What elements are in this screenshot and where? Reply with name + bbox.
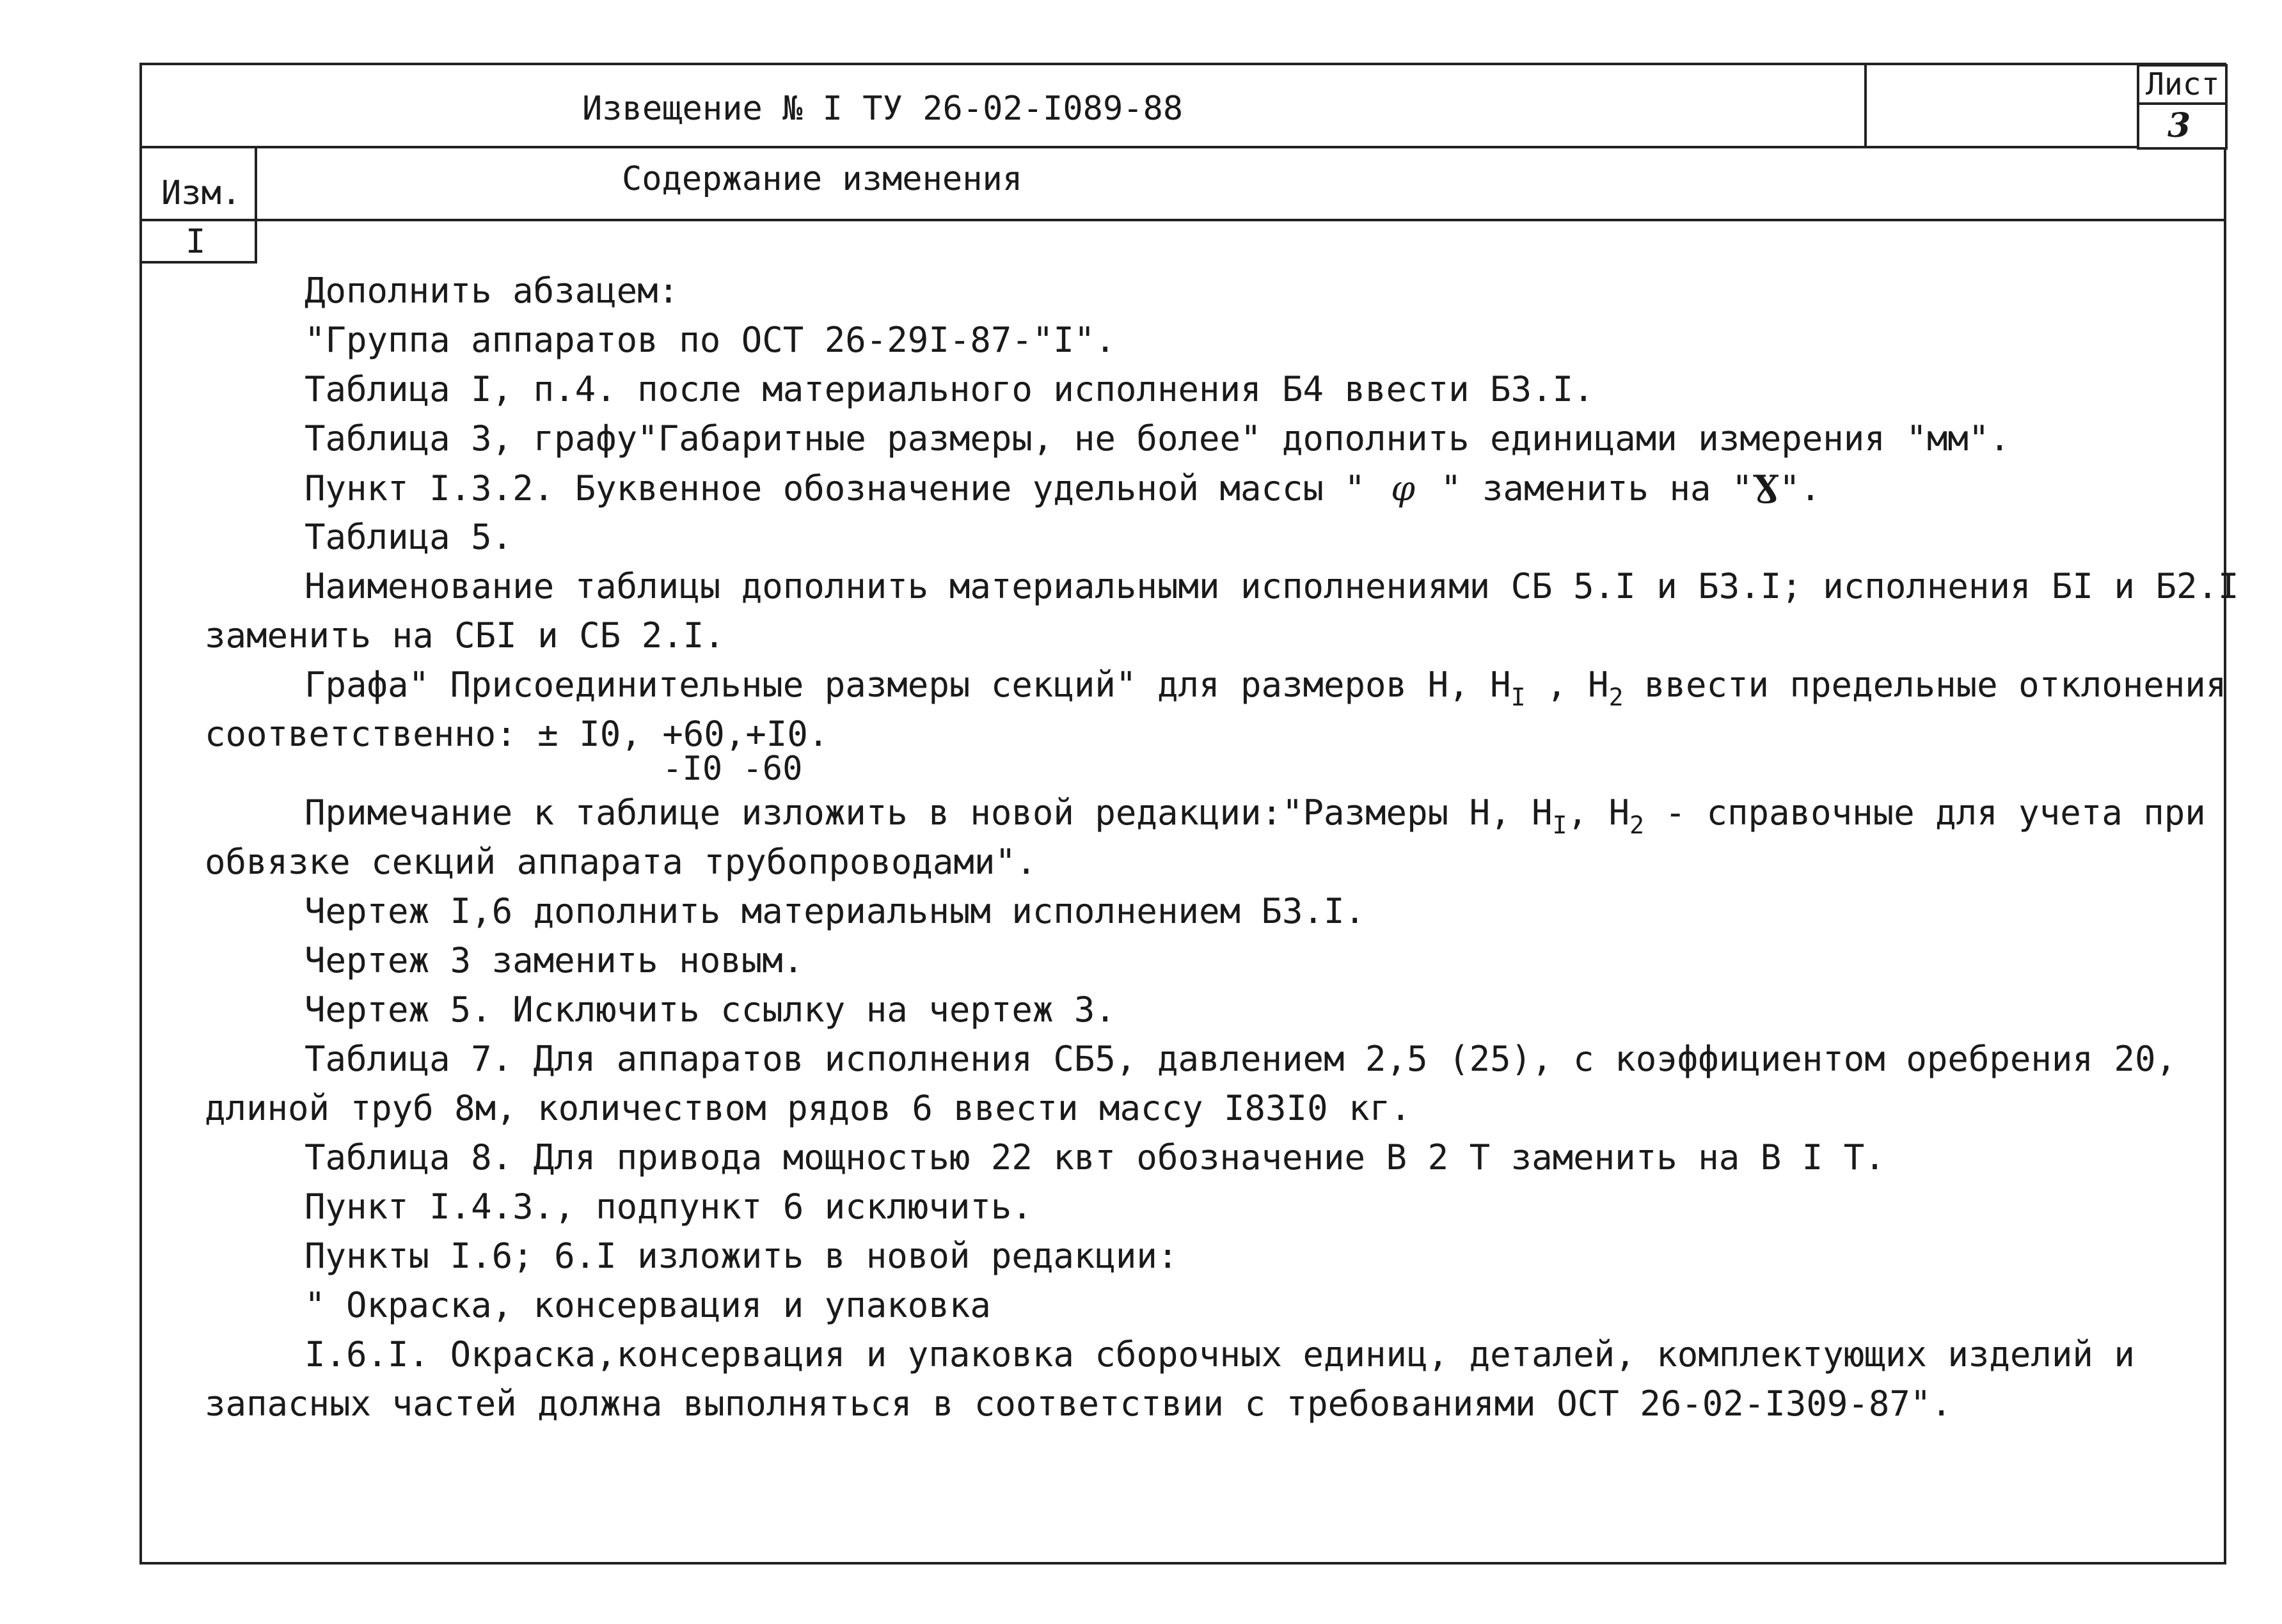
- new-symbol: Ɣ: [1752, 468, 1780, 508]
- text-line: Таблица 5.: [305, 517, 513, 557]
- text-fragment: , Н: [1567, 792, 1630, 833]
- tolerance-block: [662, 712, 829, 788]
- change-number-underline: [139, 261, 257, 264]
- text-fragment: Пункт I.3.2. Буквенное обозначение удельной массы ": [305, 468, 1366, 508]
- subscript: 2: [1629, 811, 1644, 839]
- subscript: I: [1552, 811, 1567, 839]
- text-line: Чертеж 5. Исключить ссылку на чертеж 3.: [305, 989, 1116, 1030]
- title-cell-divider: [1864, 63, 1867, 148]
- text-fragment: соответственно: ± I0,: [205, 714, 663, 754]
- subscript: I: [1510, 683, 1526, 711]
- text-line: длиной труб 8м, количеством рядов 6 ввести массу I83I0 кг.: [205, 1088, 1411, 1128]
- text-fragment: Примечание к таблице изложить в новой редакции:"Размеры Н, Н: [305, 792, 1553, 833]
- text-fragment: " заменить на ": [1440, 468, 1753, 508]
- sheet-label: Лист: [2146, 67, 2220, 102]
- text-line: Таблица 7. Для аппаратов исполнения СБ5, давлением 2,5 (25), с коэффициентом оребрения 20,: [305, 1039, 2176, 1079]
- text-line: Пункт I.4.3., подпункт 6 исключить.: [305, 1186, 1033, 1227]
- header-divider: [139, 146, 2226, 148]
- text-line: Дополнить абзацем:: [305, 271, 679, 311]
- change-column-label: Изм.: [161, 174, 242, 212]
- text-line: Чертеж I,6 дополнить материальным исполнением Б3.I.: [305, 891, 1366, 931]
- tolerance-lower: -I0 -60: [662, 750, 803, 788]
- sheet-box-divider: [2139, 102, 2225, 105]
- sheet-number: 3: [2167, 106, 2191, 145]
- tolerance-upper: +60,+I0.: [662, 714, 829, 754]
- text-line: запасных частей должна выполняться в соответствии с требованиями ОСТ 26-02-I309-87".: [205, 1384, 1952, 1424]
- text-line: обвязке секций аппарата трубопроводами".: [205, 842, 1037, 882]
- text-fragment: , Н: [1525, 665, 1609, 705]
- change-column-divider: [255, 148, 257, 264]
- subscript: 2: [1608, 683, 1624, 711]
- sheet-box: [2137, 64, 2228, 150]
- phi-symbol: φ: [1391, 468, 1415, 508]
- notice-title: Извещение № I ТУ 26-02-I089-88: [582, 90, 1184, 128]
- text-fragment: Графа" Присоединительные размеры секций" для размеров Н, Н: [305, 665, 1511, 705]
- text-fragment: - справочные для учета при: [1644, 792, 2206, 833]
- text-line: Таблица 3, графу"Габаритные размеры, не более" дополнить единицами измерения "мм".: [305, 418, 2010, 459]
- text-line-with-subscripts: [305, 663, 2226, 711]
- column-header-divider: [139, 219, 2226, 221]
- text-line: "Группа аппаратов по ОСТ 26-29I-87-"I".: [305, 320, 1116, 360]
- text-line: заменить на СБI и СБ 2.I.: [205, 615, 725, 656]
- content-column-label: Содержание изменения: [622, 160, 1023, 198]
- text-line: " Окраска, консервация и упаковка: [305, 1285, 991, 1325]
- change-number: I: [186, 223, 206, 261]
- text-line: Наименование таблицы дополнить материальными исполнениями СБ 5.I и Б3.I; исполнения БI и Б2.I: [305, 566, 2239, 606]
- text-line-with-symbols: [305, 466, 1821, 511]
- text-line: Чертеж 3 заменить новым.: [305, 940, 804, 981]
- text-fragment: ввести предельные отклонения: [1623, 665, 2227, 705]
- text-line: I.6.I. Окраска,консервация и упаковка сборочных единиц, деталей, комплектующих изделий и: [305, 1334, 2135, 1375]
- text-line: Таблица 8. Для привода мощностью 22 квт обозначение В 2 Т заменить на В I Т.: [305, 1137, 1885, 1178]
- text-line: Пункты I.6; 6.I изложить в новой редакции:: [305, 1236, 1178, 1276]
- text-line-with-subscripts: [305, 791, 2206, 839]
- text-line: Таблица I, п.4. после материального исполнения Б4 ввести Б3.I.: [305, 369, 1594, 409]
- text-line-with-tolerances: [205, 712, 829, 788]
- text-fragment: ".: [1779, 468, 1821, 508]
